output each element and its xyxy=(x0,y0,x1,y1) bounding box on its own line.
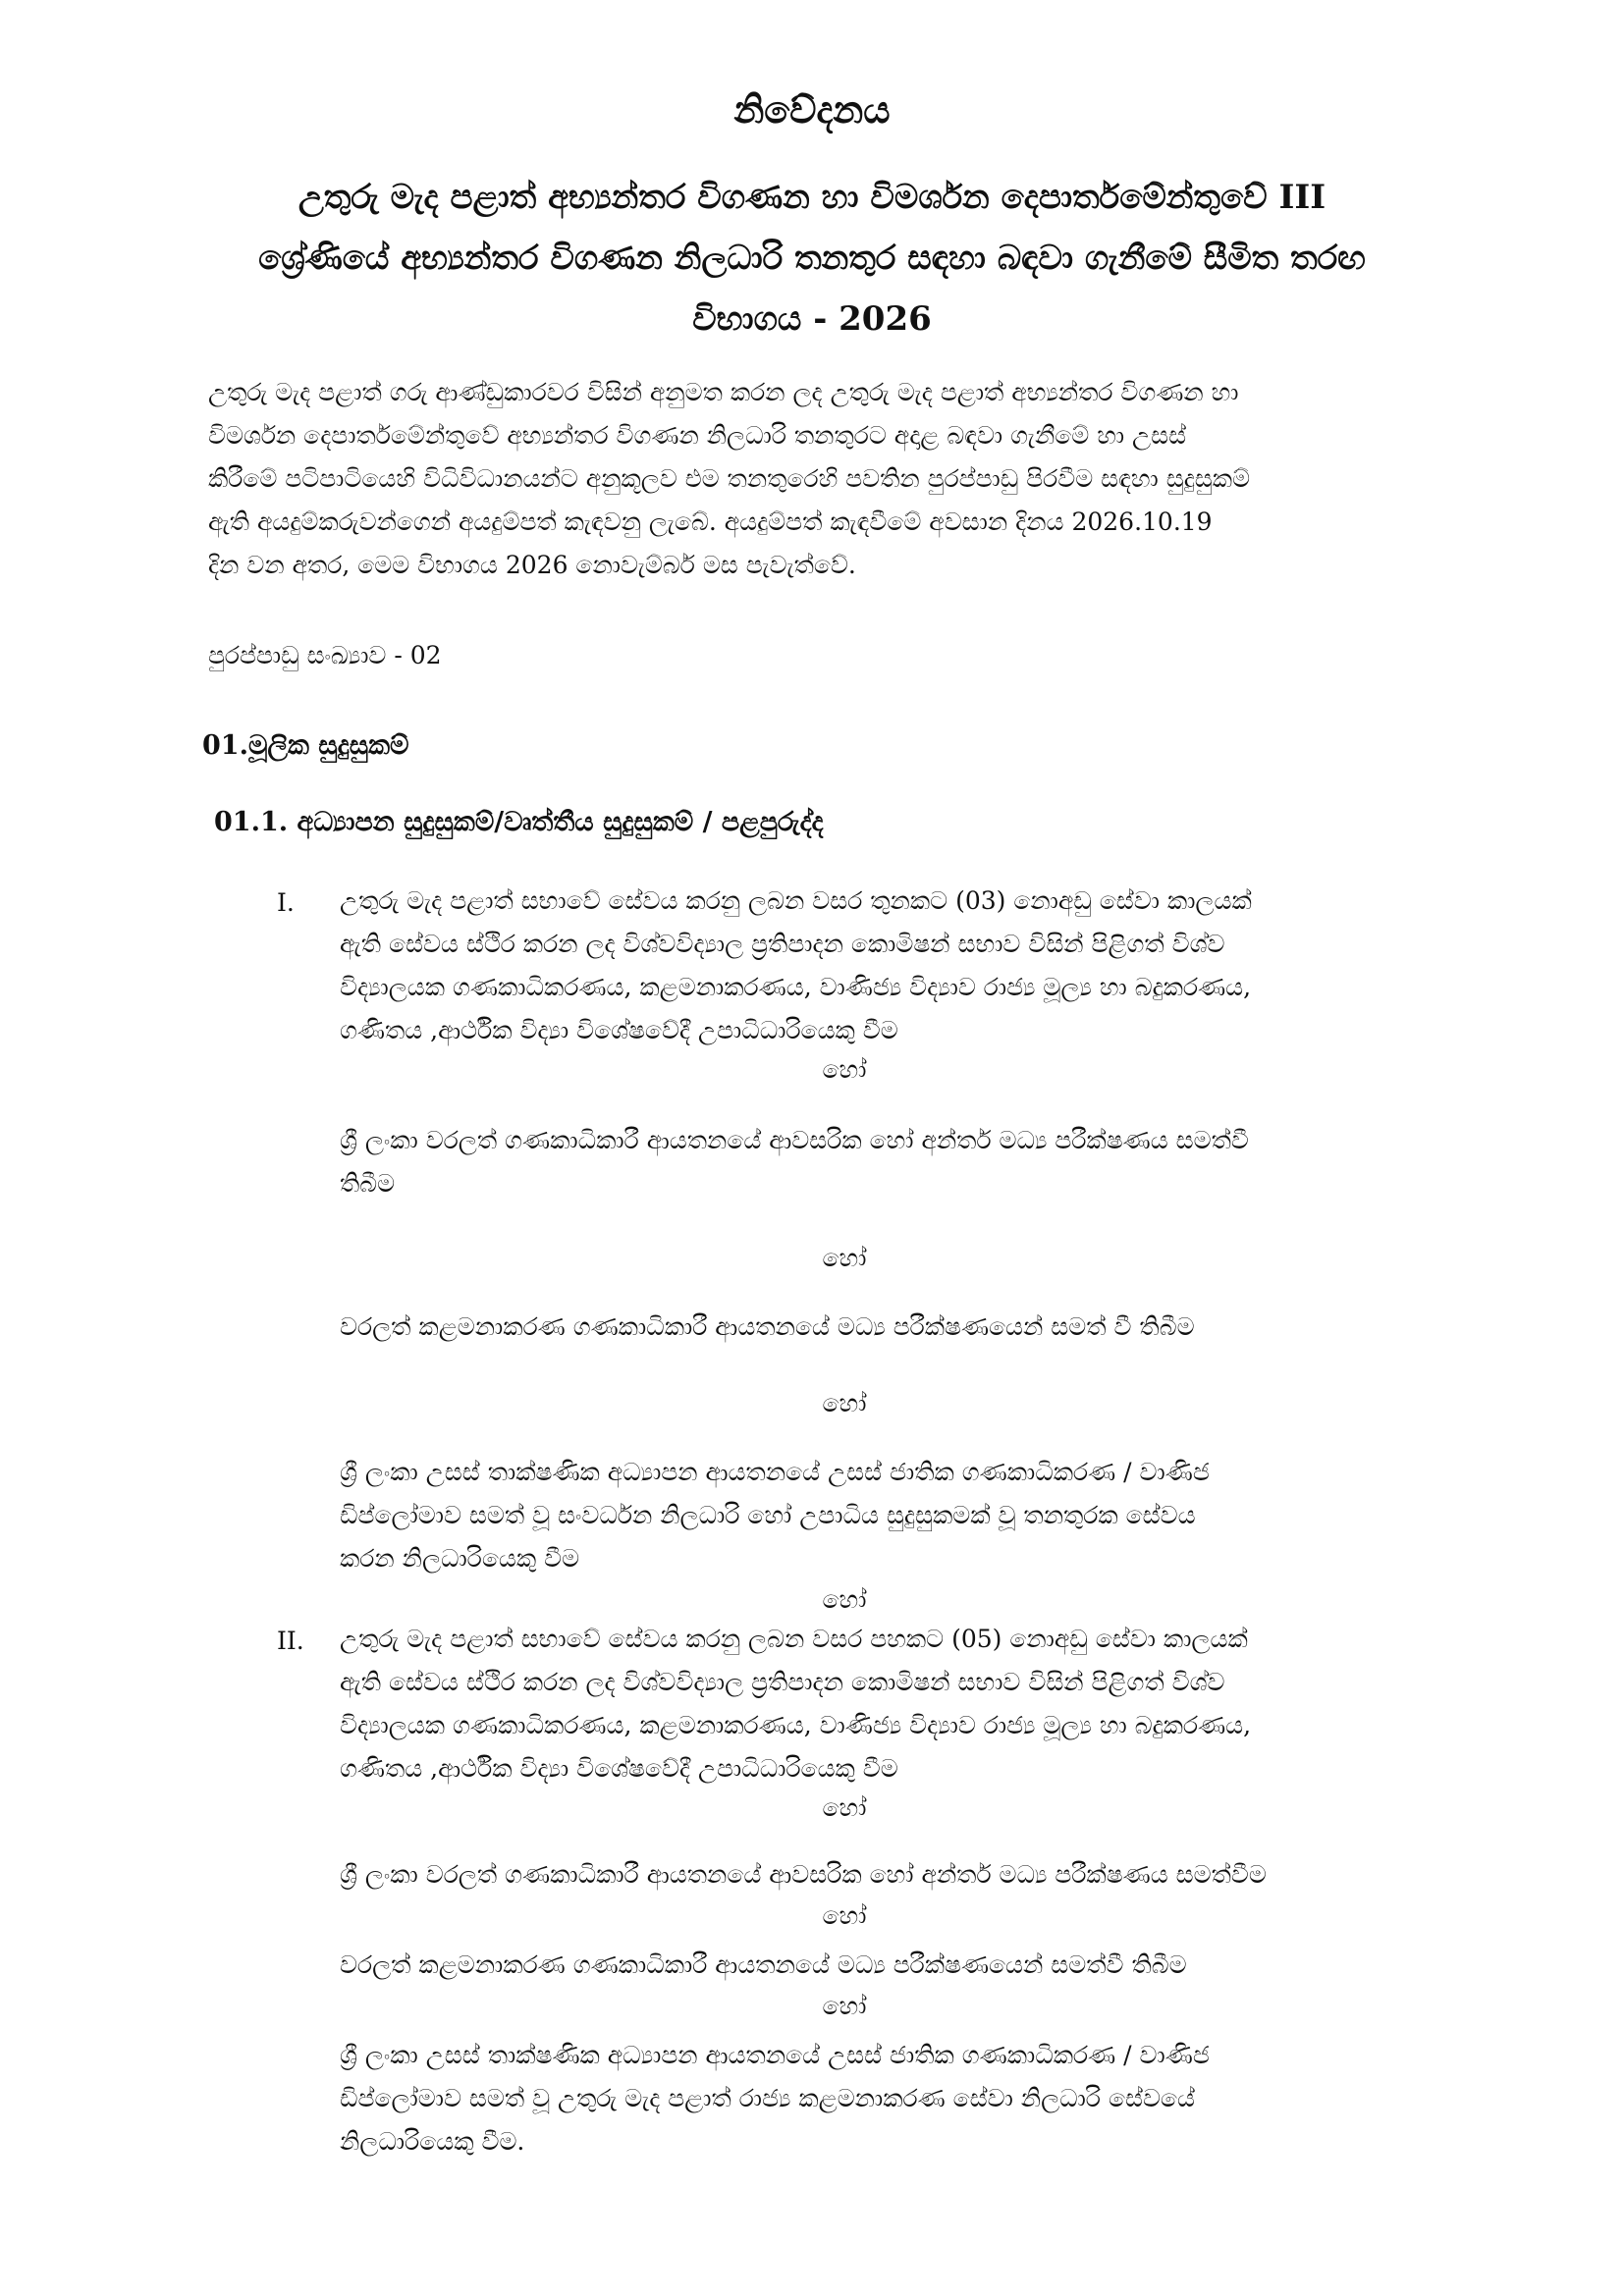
or-separator: හෝ xyxy=(822,1585,867,1614)
item-line: ශ්‍රී ලංකා වරලත් ගණකාධිකාරී ආයතනයේ ආවසරික හෝ අන්තර් මධ්‍ය පරීක්ෂණය සමත්වීම xyxy=(340,1860,1267,1889)
alternative-text xyxy=(340,1119,1485,1205)
item-line: විද්‍යාලයක ගණකාධිකරණය, කළමනාකරණය, වාණිජ්‍ය විද්‍යාව රාජ්‍ය මූල්‍ය හා බදුකරණය, xyxy=(340,973,1252,1001)
item-main-text xyxy=(340,1618,1485,1790)
document-subtitle xyxy=(167,167,1457,349)
section-heading: 01.මූලික සුදුසුකම් xyxy=(202,730,409,761)
item-line: උතුරු මැද පළාත් සභාවේ සේවය කරනු ලබන වසර තුනකට (03) නොඅඩු සේවා කාලයක් xyxy=(340,886,1252,915)
item-line: ගණිතය ,ආර්ථික විද්‍යා විශේෂවේදී උපාධිධාරියෙකු වීම xyxy=(340,1754,898,1783)
alternative-text xyxy=(340,1944,1485,1987)
alternative-text xyxy=(340,1853,1485,1896)
intro-paragraph xyxy=(208,371,1485,587)
subtitle-line: විභාගය - 2026 xyxy=(692,299,932,339)
or-separator: හෝ xyxy=(822,1901,867,1930)
alternative-text xyxy=(340,1306,1485,1349)
item-line: ඇති සේවය ස්ථිර කරන ලද විශ්වවිද්‍යාල ප්‍රතිපාදන කොමිෂන් සභාව විසින් පිළිගත් විශ්ව xyxy=(340,1668,1225,1696)
alternative-text xyxy=(340,2034,1485,2163)
subtitle-line: ශ්‍රේණියේ අභ්‍යන්තර විගණන නිලධාරි තනතුර සඳහා බඳවා ගැනීමේ සීමිත තරඟ xyxy=(258,239,1366,278)
intro-line: ඇති අයදුම්කරුවන්ගෙන් අයදුම්පත් කැඳවනු ලැබේ. අයදුම්පත් කැඳවීමේ අවසාන දිනය 2026.10.19 xyxy=(208,507,1213,536)
item-line: කරන නිලධාරියෙකු වීම xyxy=(340,1544,580,1573)
or-separator: හෝ xyxy=(822,1793,867,1822)
intro-line: විමර්ශන දෙපාර්තමේන්තුවේ අභ්‍යන්තර විගණන නිලධාරි තනතුරට අදාළ බඳවා ගැනීමේ හා උසස් xyxy=(208,421,1187,450)
document-title: නිවේදනය xyxy=(733,87,891,132)
intro-line: දින වන අතර, මෙම විභාගය 2026 නොවැම්බර් මස පැවැත්වේ. xyxy=(208,551,856,579)
item-numeral: II. xyxy=(277,1627,304,1655)
item-line: ඩිප්ලෝමාව සමත් වූ සංවර්ධන නිලධාරි හෝ උපාධිය සුදුසුකමක් වූ තනතුරක සේවය xyxy=(340,1501,1196,1529)
vacancy-count: පුරප්පාඩු සංඛ්‍යාව - 02 xyxy=(208,641,442,669)
item-line: තිබීම xyxy=(340,1169,396,1198)
item-line: ශ්‍රී ලංකා වරලත් ගණකාධිකාරී ආයතනයේ ආවසරික හෝ අන්තර් මධ්‍ය පරීක්ෂණය සමත්වී xyxy=(340,1126,1249,1154)
or-separator: හෝ xyxy=(822,1389,867,1417)
item-line: වරලත් කළමනාකරණ ගණකාධිකාරී ආයතනයේ මධ්‍ය පරීක්ෂණයෙන් සමත්වී තිබීම xyxy=(340,1950,1187,1979)
item-line: විද්‍යාලයක ගණකාධිකරණය, කළමනාකරණය, වාණිජ්‍ය විද්‍යාව රාජ්‍ය මූල්‍ය හා බදුකරණය, xyxy=(340,1711,1252,1739)
item-main-text xyxy=(340,880,1485,1052)
intro-line: කිරීමේ පටිපාටියෙහි විධිවිධානයන්ට අනුකූලව එම තනතුරෙහි පවතින පුරප්පාඩු පිරවීම සඳහා සුදුසුකම් xyxy=(208,464,1251,493)
item-line: ශ්‍රී ලංකා උසස් තාක්ෂණික අධ්‍යාපන ආයතනයේ උසස් ජාතික ගණකාධිකරණ / වාණිජ xyxy=(340,1458,1210,1486)
item-line: ගණිතය ,ආර්ථික විද්‍යා විශේෂවේදී උපාධිධාරියෙකු වීම xyxy=(340,1016,898,1044)
alternative-text xyxy=(340,1451,1485,1580)
or-separator: හෝ xyxy=(822,1055,867,1084)
or-separator: හෝ xyxy=(822,1244,867,1272)
item-line: ඩිප්ලෝමාව සමත් වූ උතුරු මැද පළාත් රාජ්‍ය කළමනාකරණ සේවා නිලධාරි සේවයේ xyxy=(340,2084,1195,2112)
subtitle-line: උතුරු මැද පළාත් අභ්‍යන්තර විගණන හා විමර්ශන දෙපාර්තමේන්තුවේ III xyxy=(298,178,1326,217)
item-line: වරලත් කළමනාකරණ ගණකාධිකාරී ආයතනයේ මධ්‍ය පරීක්ෂණයෙන් සමත් වී තිබීම xyxy=(340,1312,1195,1341)
intro-line: උතුරු මැද පළාත් ගරු ආණ්ඩුකාරවර විසින් අනුමත කරන ලද උතුරු මැද පළාත් අභ්‍යන්තර විගණන හා xyxy=(208,378,1239,406)
or-separator: හෝ xyxy=(822,1992,867,2020)
item-numeral: I. xyxy=(277,888,295,917)
subsection-heading: 01.1. අධ්‍යාපන සුදුසුකම්/වෘත්තීය සුදුසුකම් / පළපුරුද්ද xyxy=(214,807,824,837)
item-line: ඇති සේවය ස්ථිර කරන ලද විශ්වවිද්‍යාල ප්‍රතිපාදන කොමිෂන් සභාව විසින් පිළිගත් විශ්ව xyxy=(340,930,1225,958)
item-line: උතුරු මැද පළාත් සභාවේ සේවය කරනු ලබන වසර පහකට (05) නොඅඩු සේවා කාලයක් xyxy=(340,1625,1248,1653)
item-line: ශ්‍රී ලංකා උසස් තාක්ෂණික අධ්‍යාපන ආයතනයේ උසස් ජාතික ගණකාධිකරණ / වාණිජ xyxy=(340,2041,1210,2069)
item-line: නිලධාරියෙකු වීම. xyxy=(340,2127,525,2156)
